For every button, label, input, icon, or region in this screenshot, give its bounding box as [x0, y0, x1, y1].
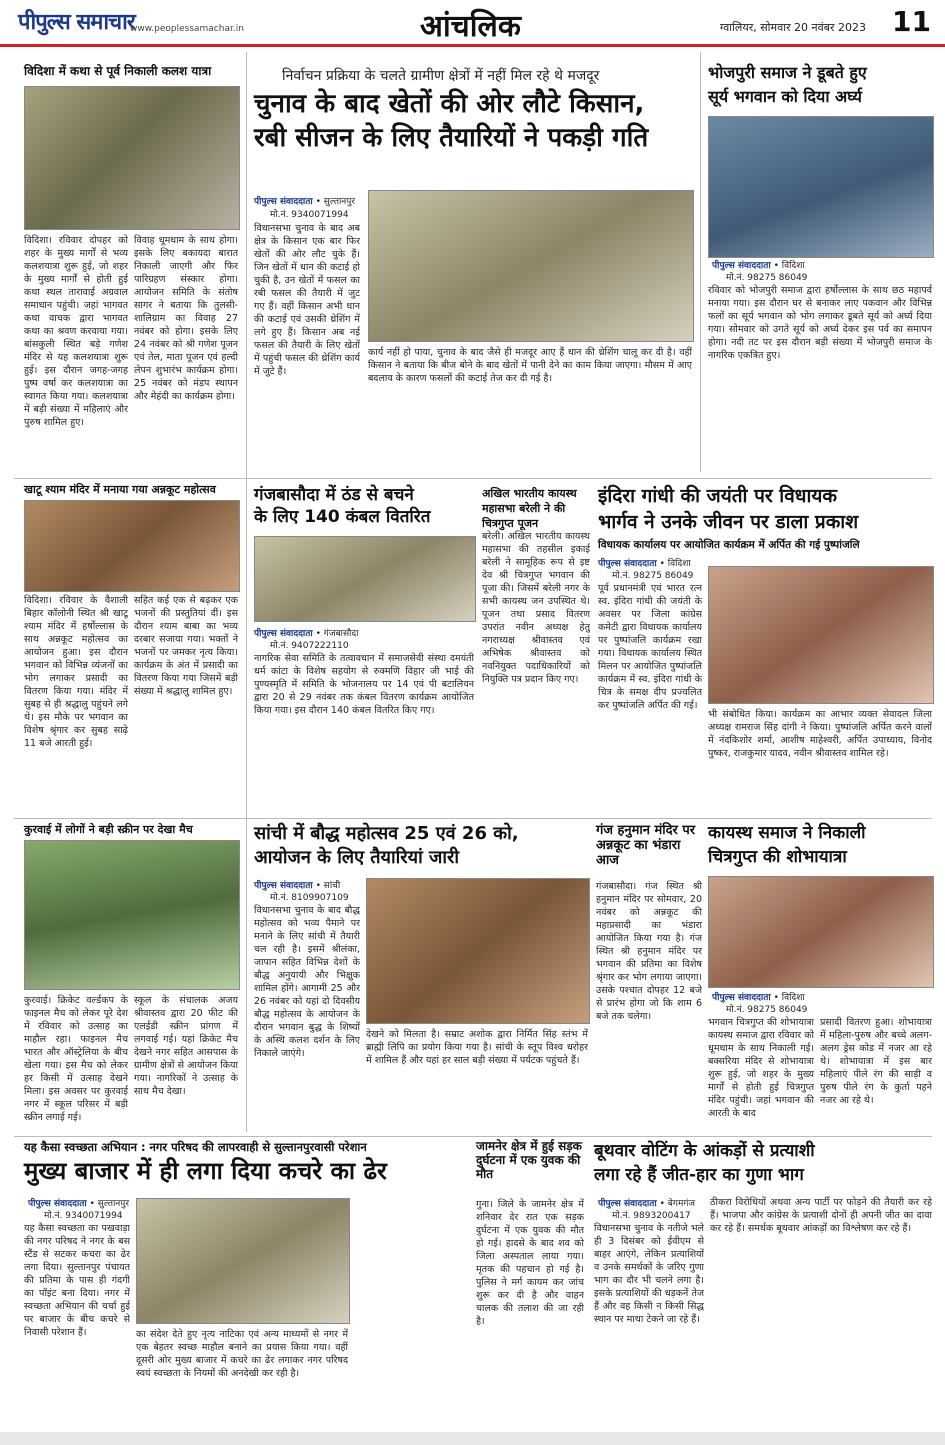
story-title: कुरवाई में लोगों ने बड़ी स्क्रीन पर देखा मैच	[24, 823, 193, 836]
byline-source: पीपुल्स संवाददाता	[254, 881, 313, 891]
byline-place: विदिशा	[781, 993, 805, 1003]
story-body: गंजबासौदा। गंज स्थित श्री हनुमान मंदिर पर सोमवार, 20 नवंबर को अन्नकूट की महाप्रसादी का भंडारा आयोजित किया गया है। गंज स्थित श्री हनुमान मंदिर पर भगवान की प्रतिमा का विशेष श्रृंगार कर भोग लगाया जाएगा। उसके पश्चात दोपहर 12 बजे से प्रारंभ होगा जो कि शाम 6 बजे तक चलेगा।	[596, 881, 702, 1022]
story-title: विदिशा में कथा से पूर्व निकाली कलश यात्रा	[24, 64, 212, 78]
byline-source: पीपुल्स संवाददाता	[254, 629, 313, 639]
byline-place: सांची	[323, 881, 341, 891]
byline: पीपुल्स संवाददाता • विदिशा	[712, 261, 805, 271]
story-body: पूर्व प्रधानमंत्री एवं भारत रत्न स्व. इंदिरा गांधी की जयंती के अवसर पर जिला कांग्रेस कमेटी द्वारा विधायक कार्यालय पर पुष्पांजलि कार्यक्रम रखा गया। विधायक कार्यालय स्थित मिलन पर आयोजित पुष्पांजलि कार्यक्रम में स्व. इंदिरा गांधी के चित्र के समक्ष दीप प्रज्वलित कर पुष्पांजलि अर्पित की गई।	[598, 583, 702, 711]
byline-source: पीपुल्स संवाददाता	[254, 197, 313, 207]
byline-source: पीपुल्स संवाददाता	[598, 559, 657, 569]
story-body: यह कैसा स्वच्छता का पखवाड़ा की नगर परिषद ने नगर के बस स्टैंड से सटकर कचरा का ढेर लगा दिया। सुल्तानपुर पंचायत की प्रतिमा के पास ही गंदगी का पॉइंट बना दिया। नगर में स्वच्छता अभियान की चर्चा हुई पर बाजार के बीच कचरे से निवासी परेशान हैं।	[24, 1223, 130, 1338]
story-body: का संदेश देते हुए नृत्य नाटिका एवं अन्य माध्यमों से नगर में एक बेहतर स्वच्छ माहौल बनाने का प्रयास किया गया। वहीं दूसरी ओर मुख्य बाजार में कचरे का ढेर लगाकर नगर परिषद स्वयं स्वच्छता के नियमों की अनदेखी कर रही है।	[136, 1329, 348, 1379]
story-body: विदिशा। रविवार के वैशाली बिहार कॉलोनी स्थित श्री खाटू श्याम मंदिर में हर्षोल्लास के साथ अन्नकूट महोत्सव का आयोजन हुआ। इस दौरान भगवान को विभिन्न व्यंजनों का भोग लगाकर प्रसादी का वितरण किया गया। मंदिर में सुबह से ही श्रद्धालु पहुंचने लगे थे। इस मौके पर भगवान का विशेष श्रृंगार कर सुबह साढ़े 11 बजे आरती हुई।	[24, 595, 128, 749]
story-body: गुना। जिले के जामनेर क्षेत्र में शनिवार देर रात एक सड़क दुर्घटना में एक युवक की मौत हो गई। हादसे के बाद शव को जिला अस्पताल लाया गया। मृतक की पहचान हो गई है। पुलिस ने मर्ग कायम कर जांच शुरू कर दी है और वाहन चालक की तलाश की जा रही है।	[476, 1199, 584, 1327]
byline-source: पीपुल्स संवाददाता	[28, 1199, 87, 1209]
headline: बूथवार वोटिंग के आंकड़ों से प्रत्याशी	[594, 1141, 815, 1161]
story-body: प्रसादी वितरण हुआ। शोभायात्रा में महिला-पुरुष और बच्चे अलग-अलग ड्रेस कोड में नजर आ रहे थे। शोभायात्रा में इस बार महिलाएं पीले रंग की साड़ी व पुरुष पीले रंग के कुर्ता पहने नजर आ रहे थे।	[820, 1017, 932, 1106]
photo-chhath-puja	[708, 116, 934, 258]
headline: कायस्थ समाज ने निकाली	[708, 823, 866, 843]
headline: भार्गव ने उनके जीवन पर डाला प्रकाश	[598, 511, 859, 533]
story-body: विदिशा। रविवार दोपहर को शहर के मुख्य मार्गों से भव्य कलशयात्रा शुरू हुई, जो शहर के मुख्य मार्गों से होती हुई कथा स्थल तारावाई अग्रवाल समाधान पहुंची। जहां भागवत कथा वाचक द्वारा भागवत कथा का श्रवण करवाया गया। बांसकुली स्थित बड़े गणेश मंदिर से यह कलशयात्रा शुरू हुई। इस दौरान जगह-जगह पुष्प वर्षा कर कलशयात्रा का स्वागत किया गया। कलशयात्रा में बड़ी संख्या में महिलाएं और पुरुष शामिल हुए।	[24, 235, 128, 428]
byline: पीपुल्स संवाददाता • विदिशा	[712, 993, 805, 1003]
section-title: आंचलिक	[420, 9, 521, 44]
story-body: भगवान चित्रगुप्त की शोभायात्रा कायस्थ समाज द्वारा रविवार को धूमधाम के साथ निकाली गई। बक्सरिया मंदिर से शोभायात्रा शुरू हुई, जो शहर के मुख्य मार्गों से होती हुई चित्रगुप्त मंदिर पहुंची। जहां भगवान की आरती के बाद	[708, 1017, 814, 1119]
story-body: भी संबोधित किया। कार्यक्रम का आभार व्यक्त सेवादल जिला अध्यक्ष रामराज सिंह दांगी ने किया। पुष्पांजलि अर्पित करने वालों में नंदकिशोर शर्मा, आशीष माहेश्वरी, अर्पित उपाध्याय, विनोद पुष्कर, राजकुमार यादव, नवीन श्रीवास्तव शामिल रहे।	[708, 709, 932, 759]
mobile-number: मो.नं. 8109907109	[270, 893, 349, 903]
story-body: विवाह धूमधाम के साथ होगा। इसके लिए बकायदा बारात निकाली जाएगी और फिर पारिग्रहण संस्कार होगा। आयोजन समिति के संतोष सागर ने बताया कि तुलसी-शालिग्राम का विवाह 27 नवंबर को होगा। इसके लिए 24 नवंबर को श्री गणेश पूजन एवं तेल, माता पूजन एवं हल्दी लेपन शुभारंभ कार्यक्रम होगा। 25 नवंबर को मंडप स्थापन और मेहंदी का कार्यक्रम होगा।	[134, 235, 238, 402]
paper-logo: पीपुल्स समाचार	[18, 9, 135, 35]
story-body: ठीकरा विरोधियों अथवा अन्य पार्टी पर फोड़ने की तैयारी कर रहे हैं। भाजपा और कांग्रेस के प्रत्याशी दोनों ही अपनी जीत का दावा कर रहे हैं। समर्थक बूथवार आंकड़ों का विश्लेषण कर रहे हैं।	[710, 1197, 932, 1234]
photo-indira-tribute	[708, 566, 934, 704]
headline: सूर्य भगवान को दिया अर्घ्य	[708, 87, 862, 106]
headline: गंज हनुमान मंदिर पर अन्नकूट का भंडारा आज	[596, 823, 696, 868]
headline: गंजबासौदा में ठंड से बचने	[254, 485, 414, 505]
story-body: कुरवाई। क्रिकेट वर्ल्डकप के फाइनल मैच को लेकर पूरे देश में रविवार को उत्साह का माहौल रहा। फाइनल मैच भारत और ऑस्ट्रेलिया के बीच खेला गया। इस मैच को लेकर हर किसी में उत्साह देखने मिला। इस अवसर पर कुरवाई नगर में स्कूल परिसर में बड़ी स्क्रीन लगाई गई।	[24, 995, 128, 1123]
story-body: विधानसभा चुनाव के बाद अब क्षेत्र के किसान एक बार फिर खेतों की ओर लौट चुके हैं। जिन खेतों में धान की कटाई हो चुकी है, उन खेतों में फसल का रबी फसल की तैयारी में जुट गए हैं। वहीं किसान अभी धान की कटाई एवं उसकी थ्रेशिंग में लगे हुए हैं। किसान अब नई फसल की तैयारी के लिए खेतों में पहुंची फसल की थ्रेशिंग कार्य में जुटे हैं।	[254, 223, 360, 377]
story-body: नागरिक सेवा समिति के तत्वावधान में समाजसेवी संस्था दमयंती धर्म कांटा के विशेष सहयोग से रुक्मणि विहार जी भाई की पुण्यस्मृति में समिति के भोजनालय पर 14 एवं पी बटालियन द्वारा 20 से 29 नवंबर तक कंबल वितरण कार्यक्रम आयोजित किया गया। इस दौरान 140 कंबल वितरित किए गए।	[254, 653, 474, 716]
photo-shobhayatra	[708, 876, 934, 988]
headline: सांची में बौद्ध महोत्सव 25 एवं 26 को,	[254, 823, 519, 844]
byline-place: विदिशा	[667, 559, 691, 569]
byline-place: सुल्तानपुर	[323, 197, 356, 207]
photo-annakoot	[24, 500, 240, 592]
byline-source: पीपुल्स संवाददाता	[712, 261, 771, 271]
story-body: सहित कई एक से बढ़कर एक भजनों की प्रस्तुतियां दीं। इस दौरान श्याम बाबा का भव्य दरबार सजाया गया। भक्तों ने भजनों पर जमकर नृत्य किया। कार्यक्रम के अंत में प्रसादी का वितरण किया गया जिसमें बड़ी संख्या में श्रद्धालु शामिल हुए।	[134, 595, 238, 697]
headline: भोजपुरी समाज ने डूबते हुए	[708, 63, 867, 82]
mobile-number: मो.नं. 98275 86049	[612, 571, 694, 581]
byline: पीपुल्स संवाददाता • सांची	[254, 881, 341, 891]
story-title: खाटू श्याम मंदिर में मनाया गया अन्नकूट महोत्सव	[24, 483, 216, 496]
byline-place: सुल्तानपुर	[97, 1199, 130, 1209]
dateline: ग्वालियर, सोमवार 20 नवंबर 2023	[720, 21, 867, 34]
story-body: देखने को मिलता है। सम्राट अशोक द्वारा निर्मित सिंह स्तंभ में ब्राह्मी लिपि का प्रयोग किया गया है। सांची के स्तूप विश्व धरोहर में शामिल हैं और यहां हर साल बड़ी संख्या में पर्यटक पहुंचते हैं।	[366, 1029, 588, 1066]
lead-headline-2: रबी सीजन के लिए तैयारियों ने पकड़ी गति	[254, 123, 649, 153]
byline: पीपुल्स संवाददाता • सुल्तानपुर	[254, 197, 356, 207]
byline-place: बेगमगंज	[667, 1199, 696, 1209]
photo-sanchi-stupa	[366, 878, 590, 1024]
row-rule	[14, 818, 932, 819]
story-body: बरेली। अखिल भारतीय कायस्थ महासभा की तहसील इकाई बरेली ने सामूहिक रूप से इष्ट देव श्री चित्रगुप्त भगवान की पूजा की। जिसमें बरेली नगर के सभी कायस्थ जन उपस्थित थे। पूजन तथा प्रसाद वितरण उपरांत नवीन अध्यक्ष हेतु नगराध्यक्ष श्रीवास्तव एवं अभिषेक श्रीवास्तव को नवनियुक्त पदाधिकारियों को नियुक्ति पत्र प्रदान किए गए।	[482, 531, 590, 685]
photo-kalash-yatra	[24, 86, 240, 230]
photo-blanket-distribution	[254, 536, 476, 622]
mobile-number: मो.नं. 98275 86049	[726, 273, 808, 283]
byline: पीपुल्स संवाददाता • गंजबासौदा	[254, 629, 359, 639]
byline-place: गंजबासौदा	[323, 629, 359, 639]
website-url[interactable]: www.peoplessamachar.in	[130, 24, 244, 34]
kicker: यह कैसा स्वच्छता अभियान : नगर परिषद की लापरवाही से सुल्तानपुरवासी परेशान	[24, 1140, 367, 1154]
headline: के लिए 140 कंबल वितरित	[254, 507, 431, 527]
photo-garbage-heap	[136, 1198, 350, 1324]
story-body: कार्य नहीं हो पाया, चुनाव के बाद जैसे ही मजदूर आए हैं धान की थ्रेशिंग चालू कर दी है। वहीं किसान ने बताया कि बीज बोने के बाद खेतों में पानी देने का काम किया जाएगा। मौसम में आए बदलाव के कारण फसलों की कटाई तेज कर दी गई है।	[368, 347, 692, 384]
byline-source: पीपुल्स संवाददाता	[712, 993, 771, 1003]
mobile-number: मो.नं. 9340071994	[44, 1211, 123, 1221]
headline: इंदिरा गांधी की जयंती पर विधायक	[598, 485, 837, 507]
mobile-number: मो.नं. 9893200417	[612, 1211, 691, 1221]
story-body: विधानसभा चुनाव के नतीजे भले ही 3 दिसंबर को ईवीएम से बाहर आएंगे, लेकिन प्रत्याशियों व उनके समर्थकों के जरिए गुणा भाग का दौर भी चलने लगा है। इसके प्रत्याशियों की धड़कनें तेज हैं और वह किसी न किसी सिद्ध स्थान पर माथा टेकने जा रहे हैं।	[594, 1223, 704, 1325]
row-rule	[14, 1136, 932, 1137]
headline: जामनेर क्षेत्र में हुई सड़क दुर्घटना में एक युवक की मौत	[476, 1139, 582, 1181]
subheadline: विधायक कार्यालय पर आयोजित कार्यक्रम में अर्पित की गई पुष्पांजलि	[598, 539, 860, 551]
column-rule	[700, 52, 701, 472]
photo-cricket-screen	[24, 840, 240, 990]
story-body: रविवार को भोजपुरी समाज द्वारा हर्षोल्लास के साथ छठ महापर्व मनाया गया। इस दौरान घर से बनाकर लाए पकवान और विभिन्न फलों का सूर्य भगवान को भोग लगाकर डूबते सूर्य को अर्घ्य दिया गया। सोमवार को उगते सूर्य को अर्घ्य देकर इस पर्व का समापन होगा। नदी तट पर इस दौरान बड़ी संख्या में भोजपुरी समाज के नागरिक एकत्रित हुए।	[708, 285, 932, 361]
column-rule	[246, 52, 247, 1132]
mobile-number: मो.नं. 98275 86049	[726, 1005, 808, 1015]
byline: पीपुल्स संवाददाता • सुल्तानपुर	[28, 1199, 130, 1209]
mobile-number: मो.नं. 9340071994	[270, 210, 349, 220]
byline-source: पीपुल्स संवाददाता	[598, 1199, 657, 1209]
story-title: अखिल भारतीय कायस्थ महासभा बरेली ने की चित्रगुप्त पूजन	[482, 487, 577, 530]
headline: लगा रहे हैं जीत-हार का गुणा भाग	[594, 1165, 804, 1185]
byline: पीपुल्स संवाददाता • बेगमगंज	[598, 1199, 696, 1209]
footer-bar	[0, 1432, 945, 1445]
row-rule	[14, 478, 932, 479]
headline: मुख्य बाजार में ही लगा दिया कचरे का ढेर	[24, 1157, 387, 1185]
photo-farmers-threshing	[368, 190, 694, 342]
headline: आयोजन के लिए तैयारियां जारी	[254, 847, 460, 868]
mobile-number: मो.नं. 9407222110	[270, 641, 349, 651]
story-body: स्कूल के संचालक अजय श्रीवास्तव द्वारा 20 फीट की एलईडी स्क्रीन प्रांगण में लगवाई गई। यहां क्रिकेट मैच देखने नगर सहित आसपास के ग्रामीण क्षेत्रों से आयोजन किया गया। नागरिकों ने उत्साह के साथ मैच देखा।	[134, 995, 238, 1097]
byline: पीपुल्स संवाददाता • विदिशा	[598, 559, 691, 569]
page-number: 11	[892, 5, 931, 38]
headline: चित्रगुप्त की शोभायात्रा	[708, 847, 847, 867]
lead-kicker: निर्वाचन प्रक्रिया के चलते ग्रामीण क्षेत्रों में नहीं मिल रहे थे मजदूर	[282, 68, 600, 84]
story-body: विधानसभा चुनाव के बाद बौद्ध महोत्सव को भव्य पैमाने पर मनाने के लिए सांची में तैयारी चल रही है। इसमें श्रीलंका, जापान सहित विभिन्न देशों के बौद्ध अनुयायी और भिक्षुक शामिल होंगे। आगामी 25 और 26 नवंबर को यहां दो दिवसीय बौद्ध महोत्सव के आयोजन के दौरान भगवान बुद्ध के शिष्यों के अस्थि कलश दर्शन के लिए निकाले जाएंगे।	[254, 905, 360, 1059]
lead-headline-1: चुनाव के बाद खेतों की ओर लौटे किसान,	[254, 89, 645, 119]
byline-place: विदिशा	[781, 261, 805, 271]
